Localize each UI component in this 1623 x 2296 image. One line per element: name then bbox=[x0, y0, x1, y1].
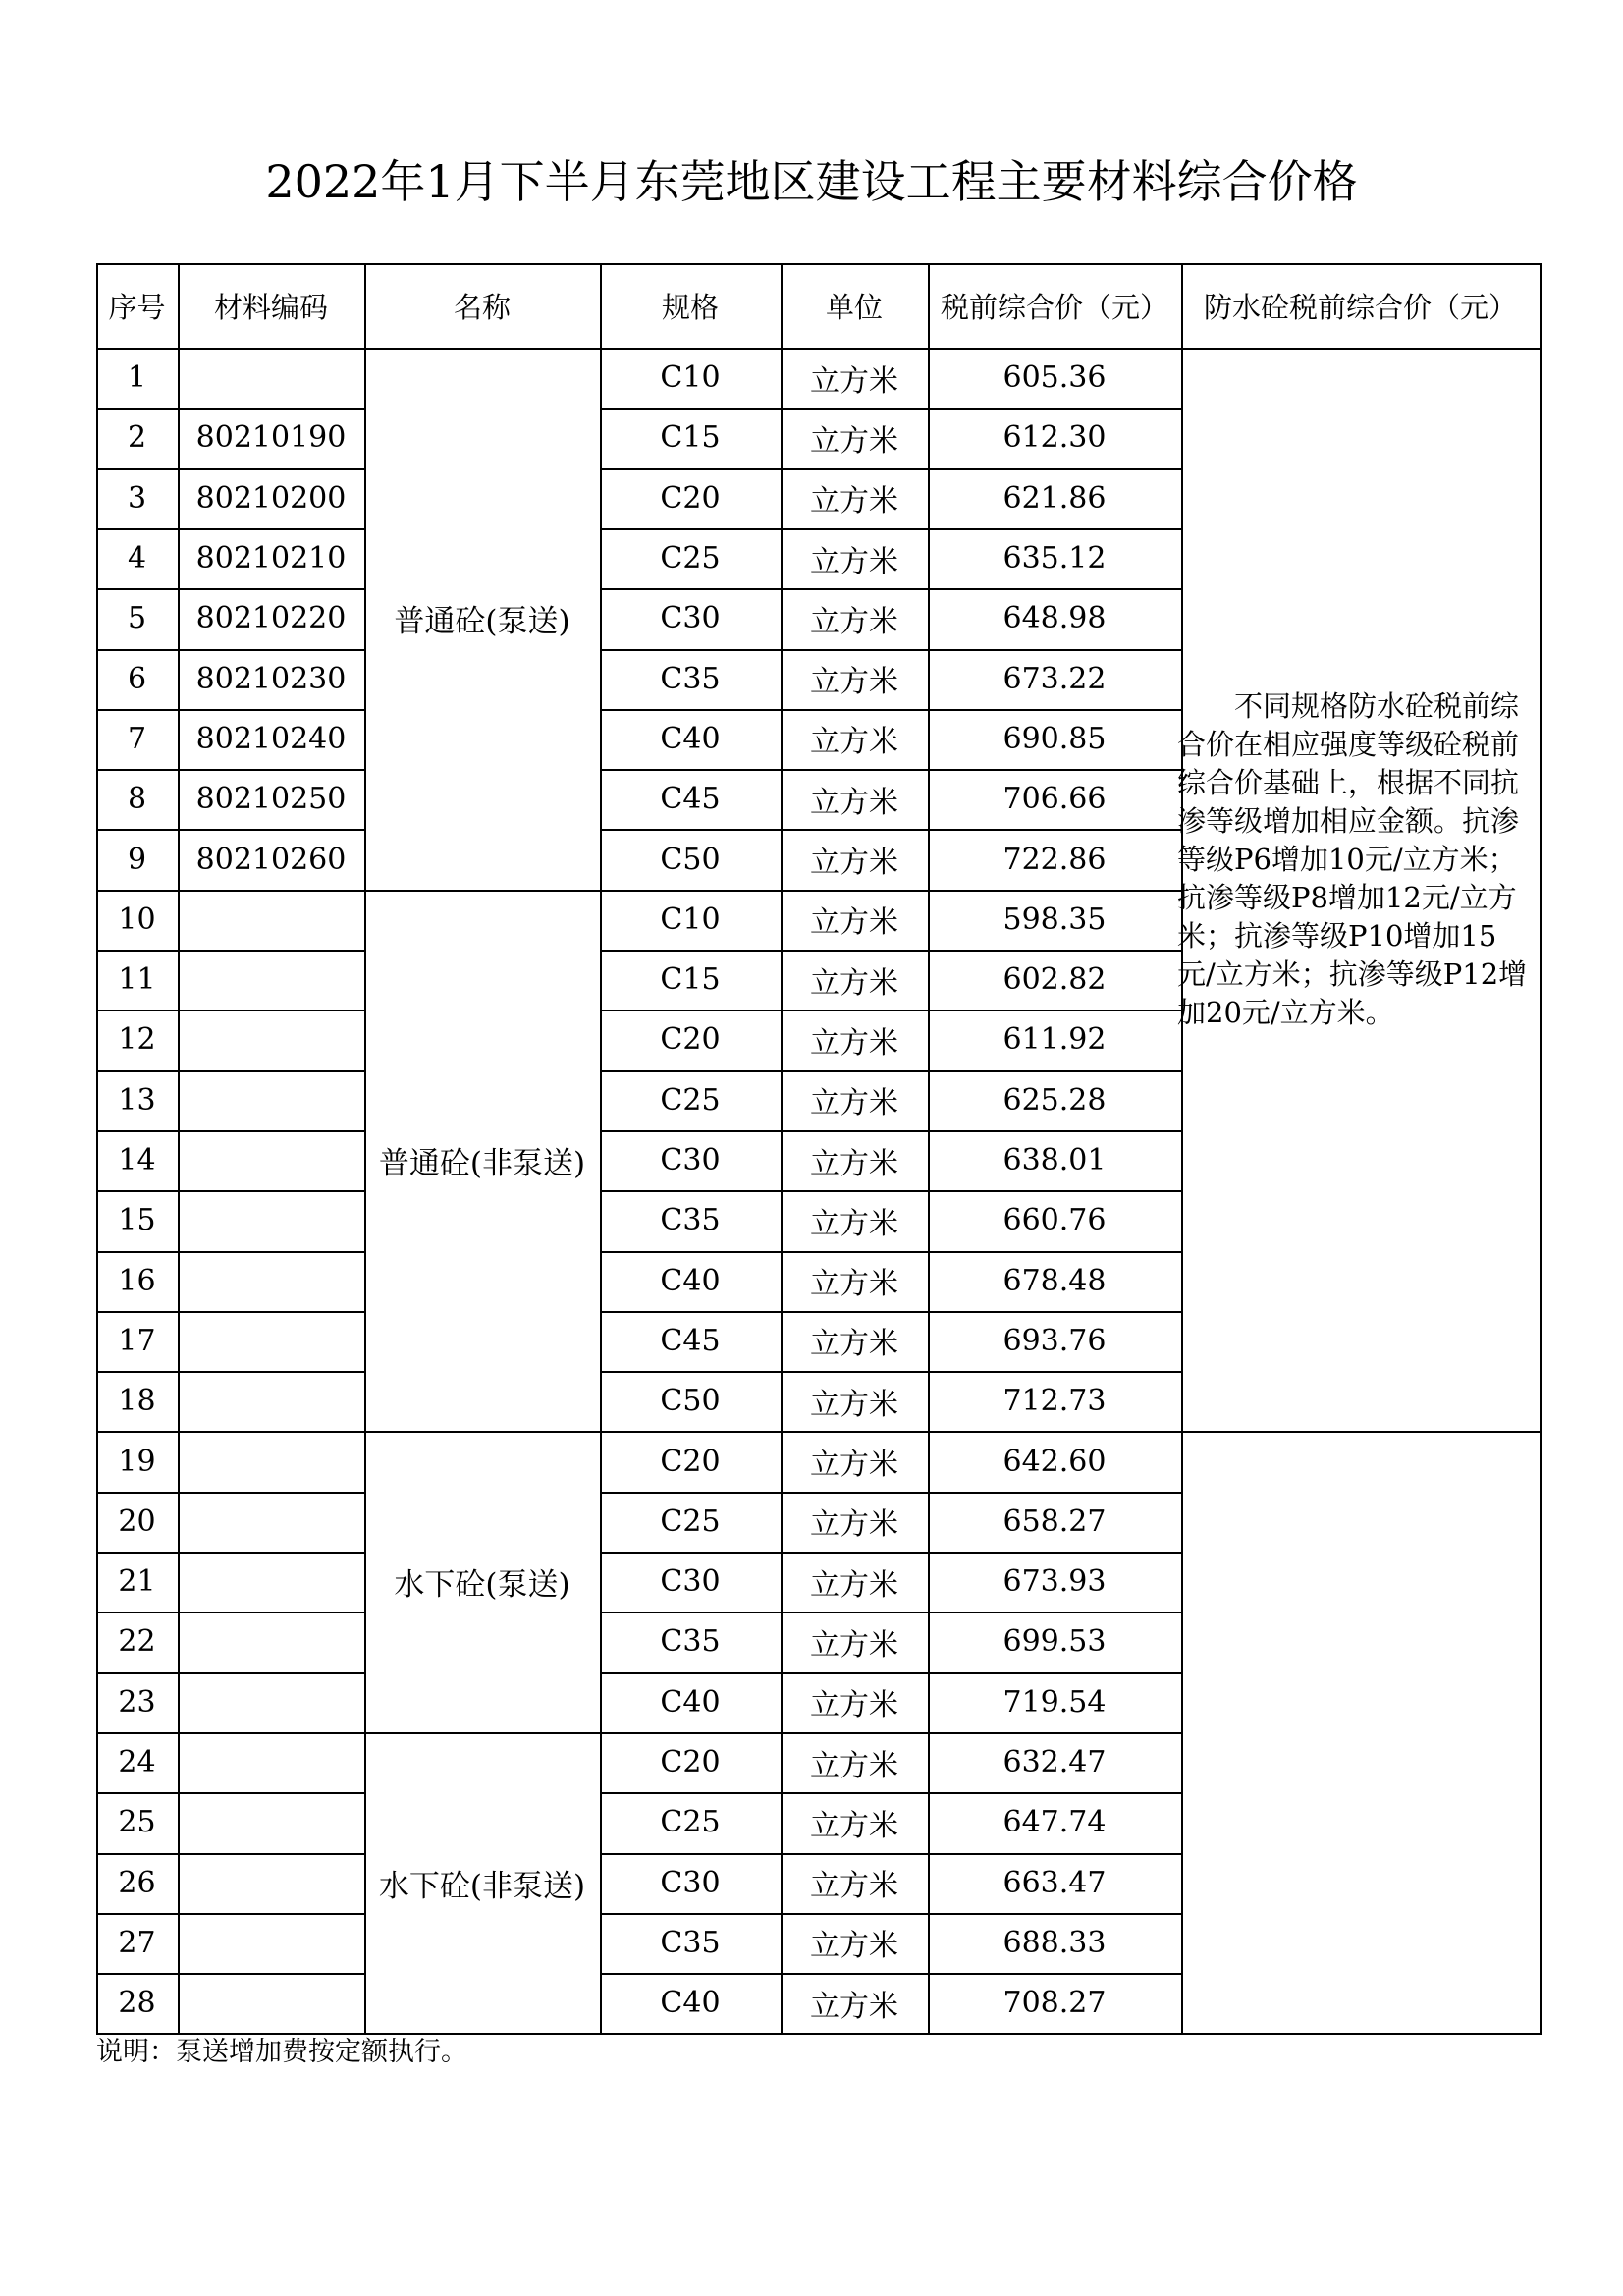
row-number: 7 bbox=[127, 721, 147, 756]
table-rule bbox=[600, 649, 1181, 651]
row-number: 24 bbox=[118, 1745, 156, 1780]
material-code bbox=[178, 950, 364, 1010]
spec-cell: C30 bbox=[660, 601, 721, 636]
material-code bbox=[178, 1973, 364, 2033]
table-rule bbox=[96, 408, 364, 410]
price-cell: 632.47 bbox=[1002, 1745, 1107, 1780]
table-rule bbox=[96, 649, 364, 651]
table-rule bbox=[96, 1371, 364, 1373]
price-cell: 678.48 bbox=[1002, 1263, 1107, 1298]
unit-cell: 立方米 bbox=[810, 1507, 898, 1543]
table-rule bbox=[600, 1010, 1181, 1011]
price-cell: 712.73 bbox=[1002, 1384, 1107, 1419]
table-rule bbox=[600, 588, 1181, 590]
material-code bbox=[178, 1251, 364, 1311]
price-cell: 693.76 bbox=[1002, 1323, 1107, 1358]
price-cell: 625.28 bbox=[1002, 1082, 1107, 1118]
row-number: 20 bbox=[118, 1503, 156, 1539]
material-code bbox=[178, 1431, 364, 1491]
unit-cell: 立方米 bbox=[810, 1146, 898, 1181]
spec-cell: C20 bbox=[660, 480, 721, 516]
price-cell: 673.93 bbox=[1002, 1564, 1107, 1600]
unit-cell: 立方米 bbox=[810, 1086, 898, 1121]
price-cell: 663.47 bbox=[1002, 1865, 1107, 1900]
spec-cell: C35 bbox=[660, 1925, 721, 1960]
table-rule bbox=[1181, 1431, 1540, 1433]
material-code: 80210250 bbox=[195, 782, 347, 817]
group-name: 普通砼(泵送) bbox=[394, 604, 570, 640]
unit-cell: 立方米 bbox=[810, 423, 898, 459]
spec-cell: C15 bbox=[660, 962, 721, 998]
spec-cell: C25 bbox=[660, 1805, 721, 1840]
price-cell: 660.76 bbox=[1002, 1203, 1107, 1238]
row-number: 4 bbox=[127, 541, 147, 576]
price-cell: 602.82 bbox=[1002, 962, 1107, 998]
table-rule bbox=[600, 1130, 1181, 1132]
unit-cell: 立方米 bbox=[810, 1929, 898, 1964]
unit-cell: 立方米 bbox=[810, 604, 898, 639]
price-cell: 708.27 bbox=[1002, 1986, 1107, 2021]
table-rule bbox=[96, 950, 364, 952]
row-number: 18 bbox=[118, 1384, 156, 1419]
unit-cell: 立方米 bbox=[810, 1206, 898, 1241]
table-rule bbox=[600, 1431, 1181, 1433]
table-rule bbox=[600, 1311, 1181, 1313]
price-cell: 611.92 bbox=[1002, 1022, 1107, 1058]
table-rule bbox=[1540, 263, 1542, 2035]
column-header: 材料编码 bbox=[213, 290, 328, 324]
row-number: 3 bbox=[127, 480, 147, 516]
price-cell: 658.27 bbox=[1002, 1503, 1107, 1539]
price-cell: 647.74 bbox=[1002, 1805, 1107, 1840]
spec-cell: C20 bbox=[660, 1022, 721, 1058]
spec-cell: C15 bbox=[660, 420, 721, 456]
column-header: 税前综合价（元） bbox=[940, 290, 1168, 324]
table-rule bbox=[96, 1913, 364, 1915]
unit-cell: 立方米 bbox=[810, 1688, 898, 1723]
material-code bbox=[178, 1552, 364, 1612]
unit-cell: 立方米 bbox=[810, 965, 898, 1001]
spec-cell: C35 bbox=[660, 1203, 721, 1238]
row-number: 19 bbox=[118, 1444, 156, 1479]
row-number: 28 bbox=[118, 1986, 156, 2021]
material-code bbox=[178, 1190, 364, 1250]
table-rule bbox=[96, 1251, 364, 1253]
table-rule bbox=[600, 1070, 1181, 1072]
column-header: 序号 bbox=[108, 290, 166, 324]
price-cell: 699.53 bbox=[1002, 1624, 1107, 1660]
unit-cell: 立方米 bbox=[810, 905, 898, 941]
table-rule bbox=[96, 1612, 364, 1613]
price-cell: 688.33 bbox=[1002, 1925, 1107, 1960]
table-rule bbox=[96, 348, 1540, 350]
row-number: 6 bbox=[127, 661, 147, 696]
unit-cell: 立方米 bbox=[810, 1748, 898, 1783]
table-rule bbox=[600, 1552, 1181, 1554]
waterproof-note: 不同规格防水砼税前综合价在相应强度等级砼税前综合价基础上，根据不同抗渗等级增加相应金额。抗渗等级P6增加10元/立方米；抗渗等级P8增加12元/立方米；抗渗等级P10增加15元/立方米；抗渗等级P12增加20元/立方米。 bbox=[1177, 689, 1528, 1029]
material-code: 80210240 bbox=[195, 721, 347, 756]
unit-cell: 立方米 bbox=[810, 1387, 898, 1422]
table-rule bbox=[96, 829, 364, 831]
table-rule bbox=[600, 1251, 1181, 1253]
table-rule bbox=[1181, 263, 1183, 2033]
price-cell: 719.54 bbox=[1002, 1684, 1107, 1720]
table-rule bbox=[600, 408, 1181, 410]
row-number: 26 bbox=[118, 1865, 156, 1900]
table-rule bbox=[96, 1190, 364, 1192]
table-rule bbox=[96, 588, 364, 590]
table-rule bbox=[96, 1672, 364, 1674]
price-cell: 612.30 bbox=[1002, 420, 1107, 456]
price-cell: 635.12 bbox=[1002, 541, 1107, 576]
row-number: 8 bbox=[127, 782, 147, 817]
table-rule bbox=[600, 829, 1181, 831]
price-cell: 722.86 bbox=[1002, 842, 1107, 877]
price-cell: 642.60 bbox=[1002, 1444, 1107, 1479]
row-number: 11 bbox=[118, 962, 156, 998]
unit-cell: 立方米 bbox=[810, 1627, 898, 1663]
material-code bbox=[178, 890, 364, 950]
column-header: 名称 bbox=[453, 290, 511, 324]
material-code: 80210230 bbox=[195, 661, 347, 696]
unit-cell: 立方米 bbox=[810, 846, 898, 881]
material-code bbox=[178, 348, 364, 408]
spec-cell: C30 bbox=[660, 1564, 721, 1600]
spec-cell: C30 bbox=[660, 1865, 721, 1900]
table-rule bbox=[96, 1492, 364, 1494]
spec-cell: C35 bbox=[660, 1624, 721, 1660]
material-code: 80210200 bbox=[195, 480, 347, 516]
table-rule bbox=[96, 1732, 364, 1734]
unit-cell: 立方米 bbox=[810, 1327, 898, 1362]
price-cell: 605.36 bbox=[1002, 360, 1107, 396]
row-number: 16 bbox=[118, 1263, 156, 1298]
table-rule bbox=[600, 890, 1181, 892]
spec-cell: C40 bbox=[660, 1684, 721, 1720]
table-rule bbox=[600, 1672, 1181, 1674]
table-rule bbox=[96, 1010, 364, 1011]
table-rule bbox=[600, 1492, 1181, 1494]
group-name: 普通砼(非泵送) bbox=[378, 1146, 586, 1182]
spec-cell: C20 bbox=[660, 1444, 721, 1479]
spec-cell: C40 bbox=[660, 1986, 721, 2021]
unit-cell: 立方米 bbox=[810, 1869, 898, 1904]
spec-cell: C10 bbox=[660, 360, 721, 396]
table-rule bbox=[96, 1130, 364, 1132]
table-rule bbox=[364, 1431, 600, 1433]
unit-cell: 立方米 bbox=[810, 363, 898, 399]
row-number: 21 bbox=[118, 1564, 156, 1600]
group-name: 水下砼(非泵送) bbox=[378, 1868, 586, 1904]
table-rule bbox=[96, 1431, 364, 1433]
material-code bbox=[178, 1371, 364, 1431]
table-rule bbox=[600, 1371, 1181, 1373]
table-rule bbox=[96, 709, 364, 711]
table-rule bbox=[96, 1853, 364, 1855]
column-header: 规格 bbox=[661, 290, 719, 324]
material-code bbox=[178, 1492, 364, 1552]
table-rule bbox=[600, 1732, 1181, 1734]
table-rule bbox=[600, 1913, 1181, 1915]
material-code bbox=[178, 1913, 364, 1973]
material-code: 80210190 bbox=[195, 420, 347, 456]
material-code: 80210260 bbox=[195, 842, 347, 877]
row-number: 17 bbox=[118, 1323, 156, 1358]
table-rule bbox=[96, 769, 364, 771]
unit-cell: 立方米 bbox=[810, 725, 898, 760]
table-rule bbox=[600, 1973, 1181, 1975]
column-header: 防水砼税前综合价（元） bbox=[1203, 290, 1517, 324]
table-rule bbox=[600, 1190, 1181, 1192]
row-number: 27 bbox=[118, 1925, 156, 1960]
spec-cell: C10 bbox=[660, 902, 721, 937]
row-number: 5 bbox=[127, 601, 147, 636]
material-code bbox=[178, 1732, 364, 1792]
material-code bbox=[178, 1010, 364, 1069]
price-cell: 598.35 bbox=[1002, 902, 1107, 937]
spec-cell: C30 bbox=[660, 1143, 721, 1178]
row-number: 2 bbox=[127, 420, 147, 456]
unit-cell: 立方米 bbox=[810, 1448, 898, 1483]
unit-cell: 立方米 bbox=[810, 544, 898, 579]
table-rule bbox=[96, 468, 364, 470]
row-number: 1 bbox=[127, 360, 147, 396]
table-rule bbox=[600, 709, 1181, 711]
row-number: 23 bbox=[118, 1684, 156, 1720]
price-cell: 673.22 bbox=[1002, 661, 1107, 696]
table-rule bbox=[96, 1792, 364, 1794]
row-number: 12 bbox=[118, 1022, 156, 1058]
table-rule bbox=[96, 1070, 364, 1072]
table-rule bbox=[96, 263, 1542, 265]
table-rule bbox=[364, 890, 600, 892]
material-code: 80210220 bbox=[195, 601, 347, 636]
row-number: 10 bbox=[118, 902, 156, 937]
spec-cell: C40 bbox=[660, 721, 721, 756]
material-code bbox=[178, 1070, 364, 1130]
table-rule bbox=[600, 1612, 1181, 1613]
spec-cell: C50 bbox=[660, 842, 721, 877]
spec-cell: C25 bbox=[660, 541, 721, 576]
price-cell: 690.85 bbox=[1002, 721, 1107, 756]
material-code bbox=[178, 1853, 364, 1913]
material-code: 80210210 bbox=[195, 541, 347, 576]
row-number: 14 bbox=[118, 1143, 156, 1178]
price-cell: 706.66 bbox=[1002, 782, 1107, 817]
table-rule bbox=[96, 1552, 364, 1554]
price-cell: 638.01 bbox=[1002, 1143, 1107, 1178]
table-rule bbox=[600, 769, 1181, 771]
column-header: 单位 bbox=[825, 290, 883, 324]
row-number: 22 bbox=[118, 1624, 156, 1660]
table-rule bbox=[600, 528, 1181, 530]
material-code bbox=[178, 1130, 364, 1190]
footnote: 说明：泵送增加费按定额执行。 bbox=[96, 2037, 467, 2067]
material-code bbox=[178, 1311, 364, 1371]
unit-cell: 立方米 bbox=[810, 1808, 898, 1843]
table-rule bbox=[364, 1732, 600, 1734]
table-rule bbox=[96, 1311, 364, 1313]
spec-cell: C45 bbox=[660, 782, 721, 817]
price-cell: 648.98 bbox=[1002, 601, 1107, 636]
price-cell: 621.86 bbox=[1002, 480, 1107, 516]
row-number: 9 bbox=[127, 842, 147, 877]
table-rule bbox=[600, 468, 1181, 470]
table-rule bbox=[364, 263, 366, 2033]
unit-cell: 立方米 bbox=[810, 484, 898, 519]
table-rule bbox=[600, 950, 1181, 952]
spec-cell: C25 bbox=[660, 1082, 721, 1118]
material-code bbox=[178, 1612, 364, 1671]
row-number: 25 bbox=[118, 1805, 156, 1840]
unit-cell: 立方米 bbox=[810, 1989, 898, 2024]
spec-cell: C40 bbox=[660, 1263, 721, 1298]
table-rule bbox=[96, 890, 364, 892]
unit-cell: 立方米 bbox=[810, 1267, 898, 1302]
table-rule bbox=[600, 1792, 1181, 1794]
table-rule bbox=[600, 1853, 1181, 1855]
row-number: 15 bbox=[118, 1203, 156, 1238]
material-code bbox=[178, 1792, 364, 1852]
group-name: 水下砼(泵送) bbox=[394, 1567, 570, 1604]
unit-cell: 立方米 bbox=[810, 1025, 898, 1061]
unit-cell: 立方米 bbox=[810, 1567, 898, 1603]
spec-cell: C25 bbox=[660, 1503, 721, 1539]
material-code bbox=[178, 1672, 364, 1732]
table-rule bbox=[96, 528, 364, 530]
unit-cell: 立方米 bbox=[810, 785, 898, 820]
page-title: 2022年1月下半月东莞地区建设工程主要材料综合价格 bbox=[265, 155, 1358, 208]
row-number: 13 bbox=[118, 1082, 156, 1118]
spec-cell: C35 bbox=[660, 661, 721, 696]
spec-cell: C50 bbox=[660, 1384, 721, 1419]
unit-cell: 立方米 bbox=[810, 665, 898, 700]
spec-cell: C45 bbox=[660, 1323, 721, 1358]
table-rule bbox=[96, 1973, 364, 1975]
spec-cell: C20 bbox=[660, 1745, 721, 1780]
